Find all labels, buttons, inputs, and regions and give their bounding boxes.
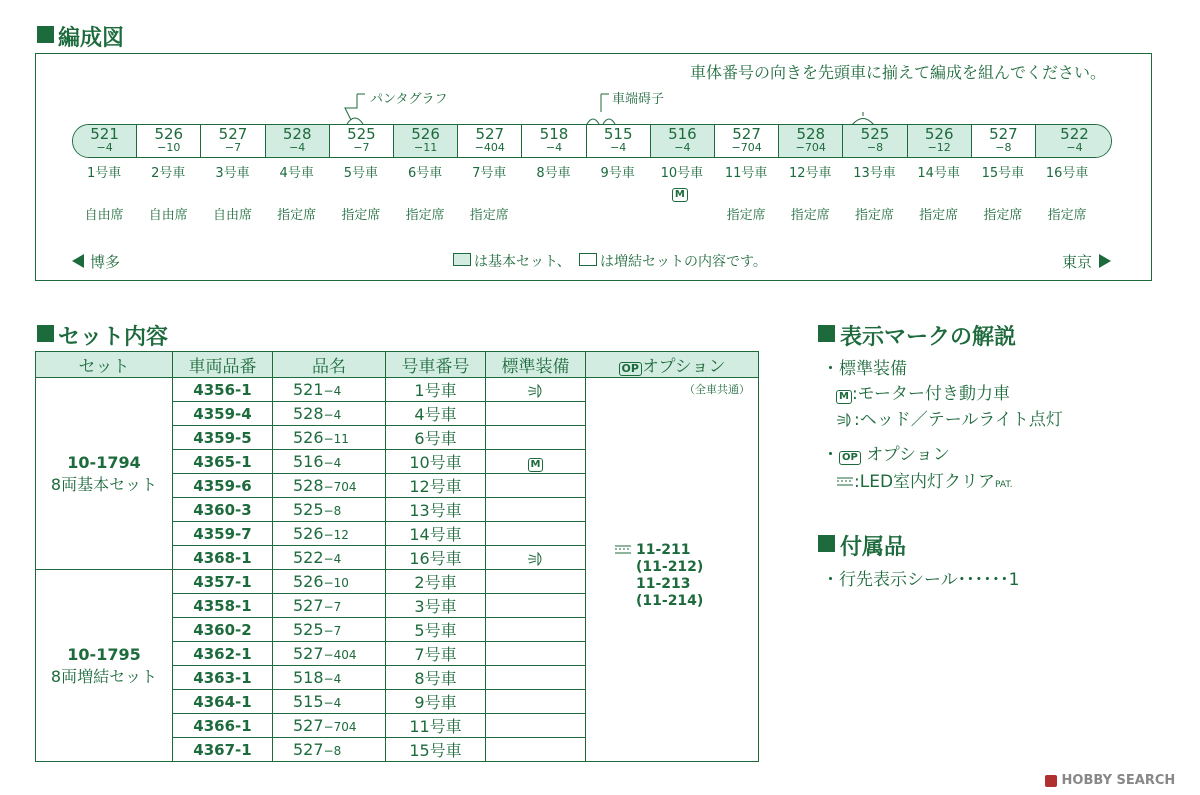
motor-car-marker xyxy=(672,182,688,202)
watermark-icon xyxy=(1045,775,1057,787)
header-standard-equipment: 標準装備 xyxy=(486,352,586,378)
car-10 xyxy=(651,125,715,157)
standard-equipment-cell xyxy=(486,450,586,474)
car-label: 2号車 xyxy=(151,166,186,181)
car-number: 527 xyxy=(989,125,1018,143)
seat-type: 自由席 xyxy=(84,208,124,223)
product-name: 522−4 xyxy=(273,546,386,570)
car-2 xyxy=(137,125,201,157)
car-number-cell: 4号車 xyxy=(386,402,486,426)
car-number-cell: 13号車 xyxy=(386,498,486,522)
car-number: 525 xyxy=(860,125,890,143)
car-7 xyxy=(458,125,522,157)
seat-type: 指定席 xyxy=(919,208,959,223)
product-code: 4368-1 xyxy=(173,546,273,570)
standard-equipment-cell xyxy=(486,738,586,762)
set-contents-heading: セット内容 xyxy=(58,325,169,350)
set-name: 8両基本セット xyxy=(50,474,158,494)
car-15 xyxy=(972,125,1036,157)
product-name: 526−12 xyxy=(273,522,386,546)
set-cell xyxy=(36,378,173,570)
product-code: 4365-1 xyxy=(173,450,273,474)
seat-type: 指定席 xyxy=(277,208,317,223)
car-number-cell: 14号車 xyxy=(386,522,486,546)
legend-standard-title: ・標準装備 xyxy=(822,359,907,379)
standard-equipment-cell xyxy=(486,666,586,690)
header-option: OP オプション xyxy=(586,352,759,378)
option-parts: 11-211 (11-212) 11-213 (11-214) xyxy=(614,542,703,610)
product-code: 4359-4 xyxy=(173,402,273,426)
heading-marker xyxy=(37,26,54,43)
car-13 xyxy=(843,125,907,157)
product-name: 516−4 xyxy=(273,450,386,474)
formation-note: 車体番号の向きを先頭車に揃えて編成を組んでください。 xyxy=(690,63,1107,82)
car-label: 12号車 xyxy=(789,166,832,181)
legend-basic-text: は基本セット、 xyxy=(474,254,571,270)
product-name: 527−704 xyxy=(273,714,386,738)
header-name: 品名 xyxy=(273,352,386,378)
header-car-number: 号車番号 xyxy=(386,352,486,378)
product-name: 526−11 xyxy=(273,426,386,450)
car-label: 3号車 xyxy=(215,166,250,181)
header-set: セット xyxy=(36,352,173,378)
product-name: 521−4 xyxy=(273,378,386,402)
car-label: 8号車 xyxy=(536,166,571,181)
motor-icon: M xyxy=(836,390,852,404)
option-icon: OP xyxy=(619,362,642,376)
car-label: 14号車 xyxy=(917,166,960,181)
product-name: 527−404 xyxy=(273,642,386,666)
headlight-icon xyxy=(527,551,545,567)
legend-extension-swatch xyxy=(579,253,597,266)
car-14 xyxy=(908,125,972,157)
set-name: 8両増結セット xyxy=(50,666,158,686)
car-suffix: −7 xyxy=(224,141,242,154)
product-name: 527−8 xyxy=(273,738,386,762)
product-name: 527−7 xyxy=(273,594,386,618)
legend-option-title: ・ OP オプション xyxy=(822,445,950,465)
seat-type: 指定席 xyxy=(341,208,381,223)
seat-type: 指定席 xyxy=(854,208,894,223)
car-suffix: −704 xyxy=(795,141,826,154)
car-1 xyxy=(73,125,137,157)
watermark: HOBBY SEARCH xyxy=(1045,773,1175,788)
heading-marker xyxy=(37,325,54,342)
standard-equipment-cell xyxy=(486,378,586,402)
standard-equipment-cell xyxy=(486,618,586,642)
train-diagram xyxy=(72,124,1112,158)
heading-marker xyxy=(818,325,835,342)
car-number-cell: 9号車 xyxy=(386,690,486,714)
heading-marker xyxy=(818,535,835,552)
legend-light: :ヘッド／テールライト点灯 xyxy=(836,405,1063,430)
car-16 xyxy=(1036,125,1112,157)
set-code: 10-1794 xyxy=(67,452,141,472)
car-number: 527 xyxy=(218,125,248,143)
car-number-cell: 15号車 xyxy=(386,738,486,762)
car-number: 527 xyxy=(732,125,761,143)
product-code: 4367-1 xyxy=(173,738,273,762)
product-code: 4357-1 xyxy=(173,570,273,594)
car-label: 4号車 xyxy=(279,166,314,181)
set-table xyxy=(35,351,759,762)
car-6 xyxy=(394,125,458,157)
legend-motor: M :モーター付き動力車 xyxy=(836,379,1010,404)
car-number: 522 xyxy=(1060,125,1089,143)
car-suffix: −4 xyxy=(674,141,691,154)
standard-equipment-cell xyxy=(486,402,586,426)
car-8 xyxy=(522,125,586,157)
car-suffix: −11 xyxy=(413,141,438,154)
headlight-icon xyxy=(527,383,545,399)
product-name: 528−704 xyxy=(273,474,386,498)
product-code: 4359-7 xyxy=(173,522,273,546)
product-name: 515−4 xyxy=(273,690,386,714)
car-number-cell: 7号車 xyxy=(386,642,486,666)
product-code: 4366-1 xyxy=(173,714,273,738)
motor-icon: M xyxy=(672,188,688,202)
product-code: 4363-1 xyxy=(173,666,273,690)
product-code: 4356-1 xyxy=(173,378,273,402)
car-4 xyxy=(266,125,330,157)
car-suffix: −4 xyxy=(545,141,563,154)
standard-equipment-cell xyxy=(486,570,586,594)
car-label: 10号車 xyxy=(660,166,704,181)
seat-type: 指定席 xyxy=(790,208,830,223)
seat-type: 指定席 xyxy=(405,208,445,223)
standard-equipment-cell xyxy=(486,642,586,666)
car-label: 15号車 xyxy=(981,166,1025,181)
product-code: 4362-1 xyxy=(173,642,273,666)
car-number: 518 xyxy=(539,125,569,143)
product-name: 526−10 xyxy=(273,570,386,594)
pantograph-label: パンタグラフ xyxy=(370,92,448,107)
motor-icon: M xyxy=(528,458,544,472)
header-product-code: 車両品番 xyxy=(173,352,273,378)
product-name: 528−4 xyxy=(273,402,386,426)
car-label: 9号車 xyxy=(600,166,635,181)
set-code: 10-1795 xyxy=(67,644,141,664)
car-label: 1号車 xyxy=(86,166,122,181)
car-suffix: −4 xyxy=(1066,141,1083,154)
standard-equipment-cell xyxy=(486,714,586,738)
option-icon: OP xyxy=(839,451,861,465)
car-label: 11号車 xyxy=(724,166,768,181)
product-name: 525−8 xyxy=(273,498,386,522)
car-label: 16号車 xyxy=(1045,166,1089,181)
car-suffix: −8 xyxy=(995,141,1012,154)
left-terminal: 博多 xyxy=(90,253,121,271)
car-number: 515 xyxy=(603,125,633,143)
product-code: 4359-5 xyxy=(173,426,273,450)
coupler-label: 車端碍子 xyxy=(612,92,665,107)
car-number: 526 xyxy=(411,125,440,143)
car-number-cell: 10号車 xyxy=(386,450,486,474)
car-12 xyxy=(779,125,843,157)
product-name: 525−7 xyxy=(273,618,386,642)
standard-equipment-cell xyxy=(486,594,586,618)
seat-type: 指定席 xyxy=(726,208,766,223)
car-number-cell: 1号車 xyxy=(386,378,486,402)
standard-equipment-cell xyxy=(486,498,586,522)
seat-type: 指定席 xyxy=(983,208,1023,223)
standard-equipment-cell xyxy=(486,426,586,450)
seat-type: 指定席 xyxy=(469,208,509,223)
led-light-icon xyxy=(836,475,854,489)
legend-basic-swatch xyxy=(453,253,471,266)
arrow-right-icon xyxy=(1099,254,1111,268)
formation-heading: 編成図 xyxy=(58,26,125,51)
standard-equipment-cell xyxy=(486,522,586,546)
car-number: 528 xyxy=(282,125,312,143)
car-suffix: −10 xyxy=(157,141,181,154)
table-header-row xyxy=(36,352,759,378)
product-code: 4358-1 xyxy=(173,594,273,618)
car-suffix: −704 xyxy=(731,141,762,154)
arrow-left-icon xyxy=(72,254,84,268)
car-3 xyxy=(201,125,265,157)
car-suffix: −7 xyxy=(353,141,370,154)
car-label: 6号車 xyxy=(407,166,443,181)
car-number-cell: 2号車 xyxy=(386,570,486,594)
car-5 xyxy=(330,125,394,157)
legend-led: :LED室内灯クリアPAT. xyxy=(836,467,1013,492)
car-suffix: −8 xyxy=(866,141,884,154)
product-name: 518−4 xyxy=(273,666,386,690)
accessories-heading: 付属品 xyxy=(840,535,907,560)
seat-type: 自由席 xyxy=(212,208,252,223)
car-number: 521 xyxy=(90,125,119,143)
set-cell xyxy=(36,570,173,762)
car-label: 7号車 xyxy=(472,166,507,181)
car-number-cell: 11号車 xyxy=(386,714,486,738)
car-suffix: −4 xyxy=(289,141,306,154)
seat-type: 指定席 xyxy=(1047,208,1087,223)
car-9 xyxy=(587,125,651,157)
car-suffix: −12 xyxy=(927,141,951,154)
car-label: 5号車 xyxy=(343,166,379,181)
car-number-cell: 5号車 xyxy=(386,618,486,642)
car-11 xyxy=(715,125,779,157)
car-number: 527 xyxy=(475,125,505,143)
option-cell xyxy=(586,378,759,762)
car-number-cell: 6号車 xyxy=(386,426,486,450)
car-number: 528 xyxy=(796,125,826,143)
product-code: 4359-6 xyxy=(173,474,273,498)
accessory-item: ・行先表示シール･･････1 xyxy=(822,570,1020,590)
car-number: 525 xyxy=(347,125,376,143)
car-number-cell: 3号車 xyxy=(386,594,486,618)
seat-type: 自由席 xyxy=(148,208,188,223)
standard-equipment-cell xyxy=(486,474,586,498)
car-number-cell: 16号車 xyxy=(386,546,486,570)
car-suffix: −404 xyxy=(474,141,505,154)
product-code: 4360-3 xyxy=(173,498,273,522)
product-code: 4360-2 xyxy=(173,618,273,642)
led-light-icon xyxy=(614,543,632,557)
legend-extension-text: は増結セットの内容です。 xyxy=(600,254,767,270)
car-number-cell: 8号車 xyxy=(386,666,486,690)
car-number: 516 xyxy=(668,125,697,143)
option-note: （全車共通） xyxy=(684,383,750,396)
product-code: 4364-1 xyxy=(173,690,273,714)
car-suffix: −4 xyxy=(610,141,627,154)
car-number: 526 xyxy=(924,125,954,143)
car-label: 13号車 xyxy=(853,166,896,181)
table-row xyxy=(36,378,759,402)
standard-equipment-cell xyxy=(486,546,586,570)
headlight-icon xyxy=(836,412,854,428)
right-terminal: 東京 xyxy=(1062,253,1093,271)
car-number-cell: 12号車 xyxy=(386,474,486,498)
car-suffix: −4 xyxy=(96,141,113,154)
car-number: 526 xyxy=(154,125,184,143)
legend-heading: 表示マークの解説 xyxy=(840,325,1017,350)
standard-equipment-cell xyxy=(486,690,586,714)
